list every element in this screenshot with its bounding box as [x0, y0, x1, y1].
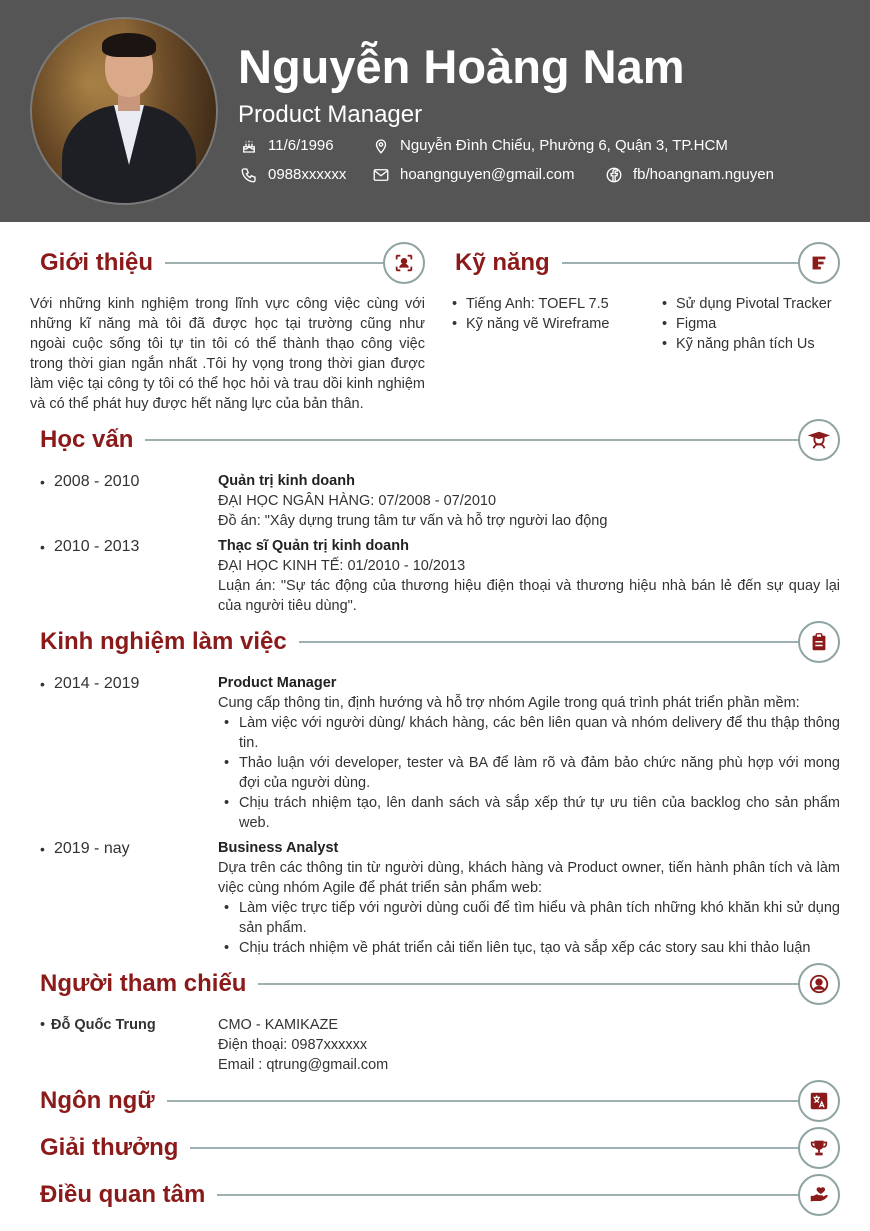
trophy-icon: [798, 1127, 840, 1169]
user-scan-icon: [383, 242, 425, 284]
skills-title: Kỹ năng: [455, 248, 562, 278]
graduate-icon: [798, 419, 840, 461]
translate-icon: [798, 1080, 840, 1122]
languages-divider: [160, 1100, 802, 1102]
mail-icon: [372, 166, 390, 184]
awards-divider: [186, 1147, 802, 1149]
reference-details: [218, 1015, 840, 1075]
education-entry: [218, 536, 840, 616]
education-thesis: Đồ án: "Xây dựng trung tâm tư vấn và hỗ trợ người lao động: [218, 513, 608, 529]
skills-column-2: [662, 294, 832, 354]
experience-summary: Dựa trên các thông tin từ người dùng, khách hàng và Product owner, tiến hành phân tích và làm việc cùng nhóm Agile để phát triển sản phẩm web:: [218, 860, 840, 896]
candidate-name: Nguyễn Hoàng Nam: [238, 40, 685, 93]
references-title: Người tham chiếu: [40, 969, 258, 999]
education-thesis: Luận án: "Sự tác động của thương hiệu điện thoại và thương hiệu nhà bán lẻ đến sự quay lại của người tiêu dùng".: [218, 578, 840, 614]
education-title: Học vấn: [40, 425, 145, 455]
profile-photo: [30, 17, 218, 205]
intro-divider: [160, 262, 386, 264]
birthday-text: 11/6/1996: [268, 137, 334, 154]
reference-email: Email : qtrung@gmail.com: [218, 1057, 389, 1073]
education-degree: Quản trị kinh doanh: [218, 473, 355, 489]
experience-bullets: [218, 713, 840, 833]
experience-entry: [218, 838, 840, 958]
interests-divider: [216, 1194, 802, 1196]
education-divider: [140, 439, 802, 441]
email-text: hoangnguyen@gmail.com: [400, 166, 575, 183]
skill-item: • Figma: [662, 314, 832, 334]
facebook-icon: [605, 166, 623, 184]
experience-period: • 2014 - 2019: [40, 674, 139, 694]
education-school: ĐẠI HỌC KINH TẾ: 01/2010 - 10/2013: [218, 558, 466, 574]
skill-item: • Kỹ năng vẽ Wireframe: [452, 314, 609, 334]
experience-divider: [296, 641, 802, 643]
list-item: • Làm việc trực tiếp với người dùng cuối để tìm hiểu và phân tích những khó khăn khi sử dụng sản phẩm.: [218, 898, 840, 938]
intro-text: Với những kinh nghiệm trong lĩnh vực công việc cùng với những kĩ năng mà tôi đã được học tại trường cũng như ngoài cuộc sống tôi tự tin tôi có thể thành thạo công việc trong thời gian ngắn nhất .Tôi hy vọng trong thời gian được làm việc tại công ty tôi có thể học hỏi và trau dồi kinh nghiệm và có thể phát huy được hết năng lực của bản thân.: [30, 296, 425, 412]
awards-title: Giải thưởng: [40, 1133, 190, 1163]
skill-item: • Kỹ năng phân tích Us: [662, 334, 832, 354]
experience-period: • 2019 - nay: [40, 839, 130, 859]
education-entry: [218, 471, 840, 531]
reference-name: • Đỗ Quốc Trung: [40, 1015, 156, 1035]
user-circle-icon: [798, 963, 840, 1005]
experience-title: Kinh nghiệm làm việc: [40, 627, 299, 657]
skill-item: • Tiếng Anh: TOEFL 7.5: [452, 294, 609, 314]
education-school: ĐẠI HỌC NGÂN HÀNG: 07/2008 - 07/2010: [218, 493, 497, 509]
location-pin-icon: [372, 137, 390, 155]
list-item: • Làm việc với người dùng/ khách hàng, các bên liên quan và nhóm delivery để thu thập thông tin.: [218, 713, 840, 753]
experience-summary: Cung cấp thông tin, định hướng và hỗ trợ nhóm Agile trong quá trình phát triển phần mềm:: [218, 695, 800, 711]
experience-position: Business Analyst: [218, 840, 339, 856]
education-period: • 2010 - 2013: [40, 537, 139, 557]
phone: [240, 165, 346, 185]
email: [372, 165, 575, 185]
candidate-role: Product Manager: [238, 101, 423, 128]
bars-icon: [798, 242, 840, 284]
cake-icon: [240, 137, 258, 155]
reference-position: CMO - KAMIKAZE: [218, 1017, 339, 1033]
facebook-text: fb/hoangnam.nguyen: [633, 166, 774, 183]
list-item: • Chịu trách nhiệm tạo, lên danh sách và sắp xếp thứ tự ưu tiên của backlog cho sản phẩm web.: [218, 793, 840, 833]
list-item: • Chịu trách nhiệm về phát triển cải tiến liên tục, tạo và sắp xếp các story sau khi thảo luận: [218, 938, 840, 958]
clipboard-icon: [798, 621, 840, 663]
experience-entry: [218, 673, 840, 833]
address: [372, 136, 728, 156]
hand-heart-icon: [798, 1174, 840, 1216]
list-item: • Thảo luận với developer, tester và BA để làm rõ và đảm bảo chức năng phù hợp với mong đợi của người dùng.: [218, 753, 840, 793]
birthday: [240, 136, 334, 156]
education-degree: Thạc sĩ Quản trị kinh doanh: [218, 538, 409, 554]
languages-title: Ngôn ngữ: [40, 1086, 167, 1116]
references-divider: [254, 983, 802, 985]
reference-phone: Điện thoại: 0987xxxxxx: [218, 1037, 368, 1053]
skills-divider: [560, 262, 802, 264]
experience-position: Product Manager: [218, 675, 337, 691]
skills-column-1: [452, 294, 609, 334]
education-period: • 2008 - 2010: [40, 472, 139, 492]
interests-title: Điều quan tâm: [40, 1180, 217, 1210]
phone-text: 0988xxxxxx: [268, 166, 347, 183]
header-banner: [0, 0, 870, 222]
skill-item: • Sử dụng Pivotal Tracker: [662, 294, 832, 314]
phone-icon: [240, 166, 258, 184]
intro-title: Giới thiệu: [40, 248, 165, 278]
address-text: Nguyễn Đình Chiểu, Phường 6, Quận 3, TP.HCM: [400, 137, 728, 154]
facebook: [605, 165, 774, 185]
experience-bullets: [218, 898, 840, 958]
